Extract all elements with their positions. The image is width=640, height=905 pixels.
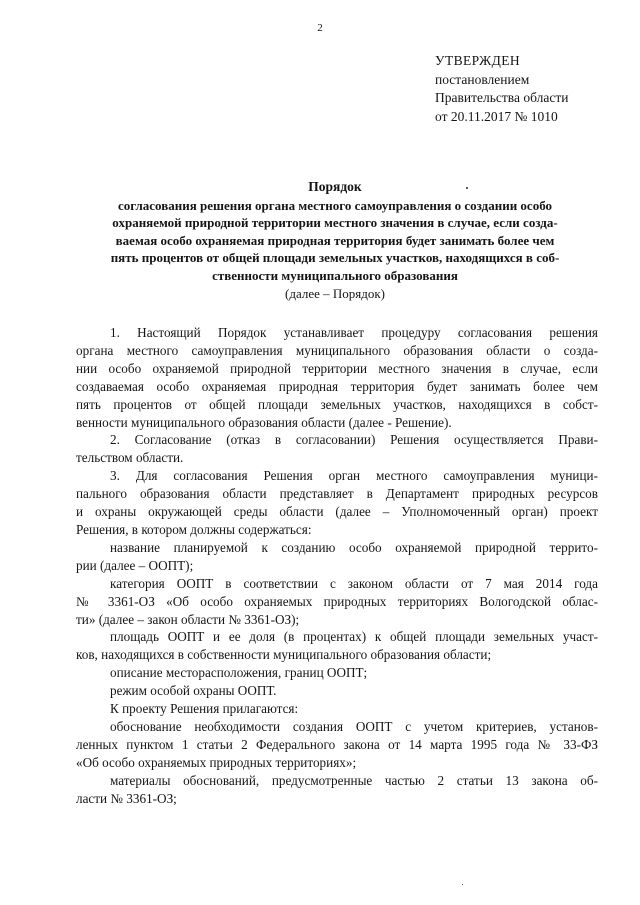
- body-line: тельством области.: [76, 450, 184, 466]
- body-line: рии (далее – ООПТ);: [76, 557, 194, 573]
- body-line: материалы обоснований, предусмотренные частью 2 статьи 13 закона об-: [110, 772, 598, 788]
- approval-line: от 20.11.2017 № 1010: [435, 108, 558, 124]
- body-line: пять процентов от общей площади земельных участков, находящихся в собст-: [76, 396, 598, 412]
- approval-line: постановлением: [435, 71, 530, 87]
- body-line: 1. Настоящий Порядок устанавливает процедуру согласования решения: [110, 325, 598, 340]
- body-line: название планируемой к созданию особо охраняемой природной террито-: [110, 539, 598, 555]
- body-line: пального образования области представляет в Департамент природных ресурсов: [76, 486, 598, 502]
- body-line: ленных пунктом 1 статьи 2 Федерального закона от 14 марта 1995 года № 33-ФЗ: [76, 736, 598, 752]
- approval-stamp: [435, 52, 568, 126]
- body-line: К проекту Решения прилагаются:: [110, 701, 299, 717]
- body-line: режим особой охраны ООПТ.: [110, 683, 277, 699]
- body-line: ков, находящихся в собственности муниципального образования области;: [76, 647, 492, 663]
- heading-line: ственности муниципального образования: [212, 267, 458, 283]
- body-line: Решения, в котором должны содержаться:: [76, 521, 312, 537]
- body-line: венности муниципального образования области (далее - Решение).: [76, 414, 452, 430]
- heading-line: пять процентов от общей площади земельных участков, находящихся в соб-: [110, 250, 560, 266]
- body-line: площадь ООПТ и ее доля (в процентах) к общей площади земельных участ-: [110, 629, 598, 645]
- body-line: ласти № 3361-ОЗ;: [76, 790, 177, 806]
- heading-note: (далее – Порядок): [285, 285, 385, 301]
- document-body: [76, 324, 598, 807]
- page-number: 2: [317, 22, 323, 34]
- heading-line: согласования решения органа местного самоуправления о создании особо: [117, 197, 553, 213]
- body-line: описание месторасположения, границ ООПТ;: [110, 665, 368, 681]
- body-line: ти» (далее – закон области № 3361-ОЗ);: [76, 611, 300, 627]
- heading-title: Порядок: [308, 179, 362, 194]
- body-line: нии особо охраняемой природной территории местного значения в случае, если: [76, 360, 598, 376]
- body-line: 3. Для согласования Решения орган местного самоуправления муници-: [110, 468, 598, 484]
- document-heading: [68, 178, 602, 302]
- body-line: и охраны окружающей среды области (далее – Уполномоченный орган) проект: [76, 504, 598, 520]
- body-line: «Об особо охраняемых природных территориях»;: [76, 754, 357, 770]
- approval-line: Правительства области: [435, 90, 569, 105]
- body-line: обоснование необходимости создания ООПТ с учетом критериев, установ-: [110, 718, 598, 734]
- approval-title: УТВЕРЖДЕН: [435, 53, 520, 68]
- body-line: органа местного самоуправления муниципального образования области о созда-: [76, 342, 598, 358]
- scan-speck: [462, 884, 463, 885]
- body-line: № 3361-ОЗ «Об особо охраняемых природных территориях Вологодской облас-: [76, 593, 598, 609]
- heading-line: ваемая особо охраняемая природная территория будет занимать более чем: [115, 232, 555, 248]
- heading-line: охраняемой природной территории местного значения в случае, если созда-: [112, 215, 558, 231]
- body-line: создаваемая особо охраняемая природная территория будет занимать более чем: [76, 378, 598, 394]
- body-line: 2. Согласование (отказ в согласовании) Решения осуществляется Прави-: [110, 432, 598, 448]
- body-line: категория ООПТ в соответствии с законом области от 7 мая 2014 года: [110, 575, 598, 591]
